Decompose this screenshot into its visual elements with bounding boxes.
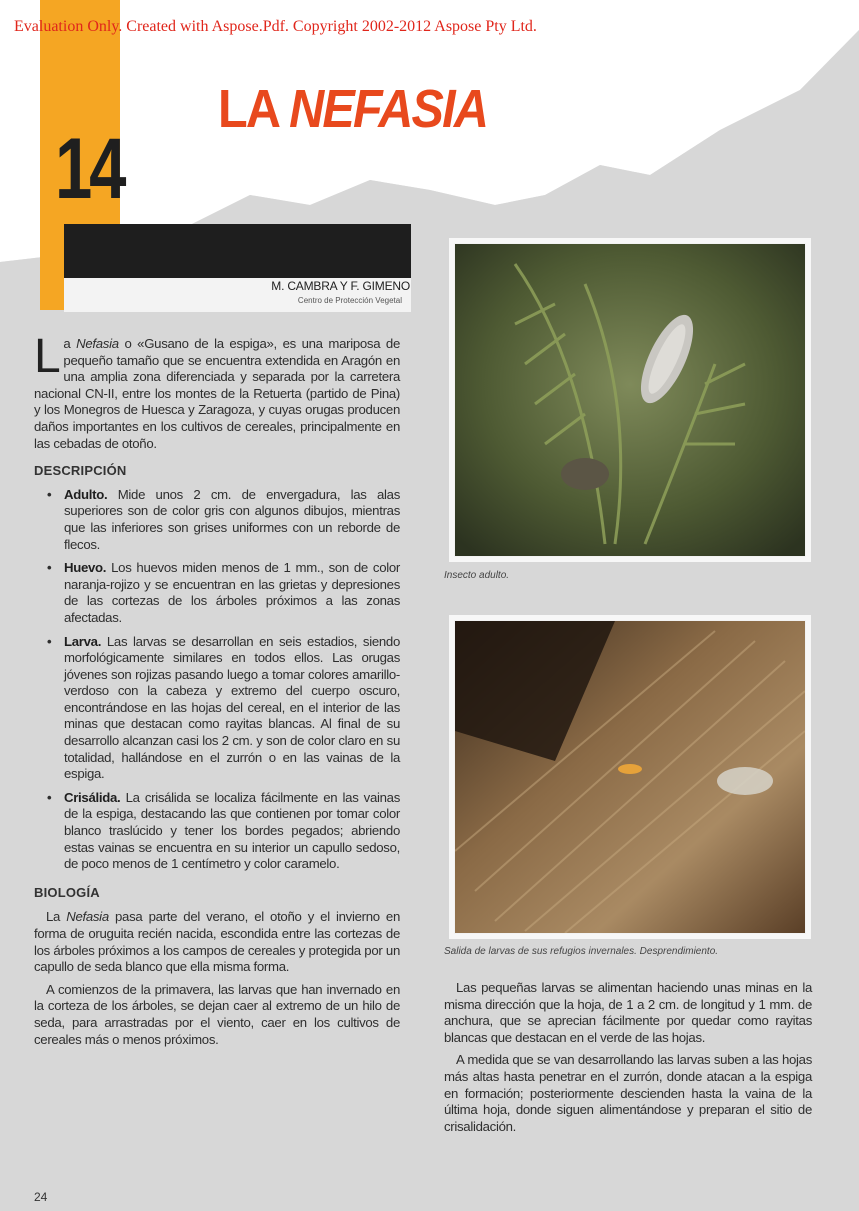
intro-text: o «Gusano de la espiga», es una mariposa de pequeño tamaño que se encuentra extendida en Aragón en una amplia zona diferenciada y separada por la carretera nacional CN-II, entre los montes de la Retuerta (partido de Pina) y los Monegros de Huesca y Zaragoza, y cuyas orugas producen daños importantes en los cultivos de cereales, principalmente en las cebadas de otoño. <box>34 336 400 451</box>
intro-text-start: a <box>63 336 77 351</box>
photo-caption-1: Insecto adulto. <box>444 570 510 581</box>
list-item-label: Adulto. <box>64 486 108 502</box>
biologia-paragraph-1 <box>34 909 400 975</box>
section-heading-descripcion: DESCRIPCIÓN <box>34 463 127 479</box>
biologia-text: pasa parte del verano, el otoño y el invierno en forma de oruguita recién nacida, escondida entre las cortezas de los árboles próximos a los campos de cereales y protegida por un capullo de seda blanco que ella misma forma. <box>34 909 400 975</box>
list-item <box>34 634 400 783</box>
chapter-number: 14 <box>55 121 124 217</box>
intro-paragraph <box>34 330 400 452</box>
article-title <box>218 79 488 139</box>
list-item-text: Los huevos miden menos de 1 mm., son de color naranja-rojizo y se encuentran en las grietas y depresiones de las cortezas de los árboles próximos a las zonas afectadas. <box>64 560 400 625</box>
list-item-label: Crisálida. <box>64 789 121 805</box>
photo-bark-larvae <box>454 620 806 934</box>
biologia-italic: Nefasia <box>66 909 109 925</box>
biologia-paragraph-2: A comienzos de la primavera, las larvas que han invernado en la corteza de los árboles, se dejan caer al extremo de un hilo de seda, para arrastradas por el viento, caer en los cultivos de cereales más o menos próximos. <box>34 981 400 1047</box>
author: M. CAMBRA Y F. GIMENO <box>271 279 410 293</box>
biologia-text-start: La <box>46 909 67 925</box>
photo-bark-larvae-image <box>455 621 805 933</box>
photo-caption-2: Salida de larvas de sus refugios invernales. Desprendimiento. <box>444 946 719 957</box>
list-item-text: Mide unos 2 cm. de envergadura, las alas superiores son de color gris con algunos dibujos, mientras que las inferiores son grises uniformes con un reborde de flecos. <box>64 486 400 552</box>
photo-adult-moth <box>454 243 806 557</box>
header-band <box>64 224 411 278</box>
photo-adult-moth-image <box>455 244 805 556</box>
list-item-text: Las larvas se desarrollan en seis estadios, siendo morfológicamente similares en todos ellos. Las orugas jóvenes son rojizas pasando luego a tomar colores amarillo-verdoso con la cabeza y extremo del cuerpo oscuro, encontrándose en las hojas del cereal, en el interior de las minas que destacan como rayitas blancas. Al final de su desarrollo alcanzan casi los 2 cm. y son de color claro en su totalidad, hallándose en el zurrón o en las vainas de la espiga. <box>64 633 400 782</box>
watermark: Evaluation Only. Created with Aspose.Pdf. Copyright 2002-2012 Aspose Pty Ltd. <box>14 18 537 35</box>
list-item-label: Huevo. <box>64 560 107 576</box>
list-item <box>34 790 400 873</box>
list-item-label: Larva. <box>64 633 102 649</box>
left-column <box>34 330 400 1048</box>
right-paragraph-2: A medida que se van desarrollando las larvas suben a las hojas más altas hasta penetrar en el zurrón, donde atacan a la espiga en formación; posteriormente descienden hasta la vaina de la última hoja, donde siguen alimentándose y preparan el sitio de crisalidación. <box>444 1052 812 1134</box>
page-number: 24 <box>34 1190 48 1204</box>
section-heading-biologia: BIOLOGÍA <box>34 884 100 900</box>
title-part2: NEFASIA <box>289 79 488 139</box>
right-column <box>444 980 812 1135</box>
intro-italic: Nefasia <box>76 336 119 351</box>
list-item <box>34 487 400 553</box>
drop-cap: L <box>34 330 61 383</box>
title-part1: LA <box>218 79 290 139</box>
right-paragraph-1: Las pequeñas larvas se alimentan haciendo unas minas en la misma dirección que la hoja, de 1 a 2 cm. de longitud y 1 mm. de anchura, que se aprecian fácilmente por quedar como rayitas blancas que destacan en el verde de las hojas. <box>444 980 812 1045</box>
list-item-text: La crisálida se localiza fácilmente en las vainas de la espiga, destacando las que contienen por tomar color blanco traslúcido y tener los bordes pegados; abriendo estas vainas se encuentra en su interior un capullo sedoso, de poco menos de 1 centímetro y color caramelo. <box>64 789 400 872</box>
list-item <box>34 560 400 626</box>
affiliation: Centro de Protección Vegetal <box>297 296 402 305</box>
